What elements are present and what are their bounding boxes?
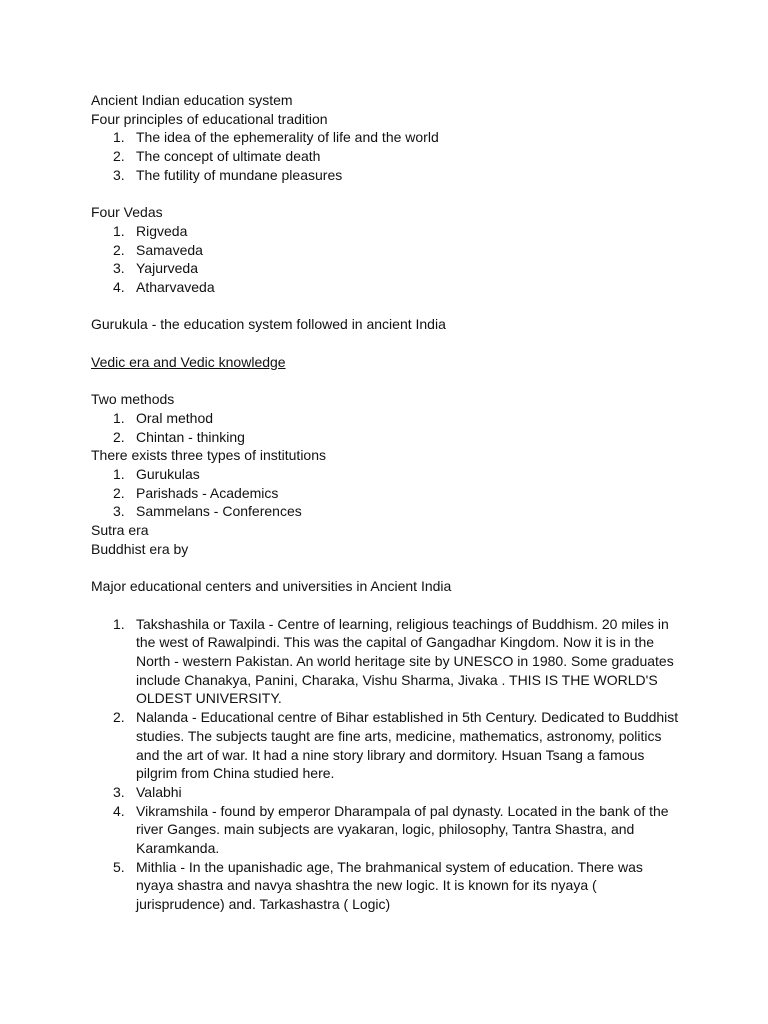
centers-heading: Major educational centers and universities in Ancient India <box>91 578 452 595</box>
list-item-text: Samaveda <box>136 241 203 258</box>
list-item <box>91 166 691 185</box>
principles-list <box>91 128 691 184</box>
document-page <box>91 91 691 914</box>
list-item-text: Takshashila or Taxila - Centre of learning, religious teachings of Buddhism. 20 miles in the west of Rawalpindi. This was the capital of Gangadhar Kingdom. Now it is in the North - western Pakistan. An world heritage site by UNESCO in 1980. Some graduates include Chanakya, Panini, Charaka, Vishu Sharma, Jivaka . THIS IS THE WORLD'S OLDEST UNIVERSITY. <box>136 615 674 707</box>
list-number: 3. <box>113 260 125 277</box>
list-item <box>91 615 691 709</box>
spacer <box>91 334 691 353</box>
sutra-era: Sutra era <box>91 522 149 539</box>
principles-heading: Four principles of educational tradition <box>91 110 328 127</box>
methods-list <box>91 409 691 446</box>
list-number: 4. <box>113 279 125 296</box>
spacer <box>91 185 691 204</box>
list-item <box>91 278 691 297</box>
list-number: 2. <box>113 428 125 445</box>
list-item-text: Sammelans - Conferences <box>136 503 302 520</box>
list-item-text: Oral method <box>136 409 214 426</box>
list-item-text: Gurukulas <box>136 466 200 482</box>
list-number: 3. <box>113 783 125 800</box>
institutions-heading: There exists three types of institutions <box>91 447 326 464</box>
list-number: 1. <box>113 222 125 239</box>
institutions-list <box>91 465 691 521</box>
list-item <box>91 708 691 783</box>
list-item <box>91 428 691 447</box>
list-item-text: Mithlia - In the upanishadic age, The brahmanical system of education. There was nyaya shastra and navya shashtra the new logic. It is known for its nyaya ( jurisprudence) and. Tarkashastra ( Logic) <box>136 858 643 913</box>
spacer <box>91 297 691 316</box>
centers-list <box>91 615 691 914</box>
list-number: 1. <box>113 615 125 632</box>
list-number: 1. <box>113 409 125 426</box>
list-number: 1. <box>113 466 125 482</box>
list-item-text: Atharvaveda <box>136 279 215 296</box>
list-item-text: Chintan - thinking <box>136 428 245 445</box>
list-item <box>91 783 691 802</box>
list-item <box>91 128 691 147</box>
list-item <box>91 802 691 858</box>
list-item-text: Vikramshila - found by emperor Dharampala of pal dynasty. Located in the bank of the river Ganges. main subjects are vyakaran, logic, philosophy, Tantra Shastra, and Karamkanda. <box>136 802 669 857</box>
list-item-text: The concept of ultimate death <box>136 148 321 165</box>
list-item-text: The futility of mundane pleasures <box>136 166 343 183</box>
list-item-text: Valabhi <box>136 783 182 800</box>
list-number: 3. <box>113 503 125 520</box>
vedas-heading: Four Vedas <box>91 204 163 221</box>
list-item <box>91 241 691 260</box>
list-number: 2. <box>113 484 125 501</box>
list-number: 2. <box>113 148 125 165</box>
list-item <box>91 147 691 166</box>
gurukula-line: Gurukula - the education system followed in ancient India <box>91 316 446 333</box>
list-number: 2. <box>113 241 125 258</box>
methods-heading: Two methods <box>91 391 175 408</box>
list-item <box>91 409 691 428</box>
list-number: 2. <box>113 709 125 726</box>
list-number: 4. <box>113 802 125 819</box>
spacer <box>91 596 691 615</box>
list-item-text: Parishads - Academics <box>136 484 279 501</box>
list-item-text: Rigveda <box>136 222 188 239</box>
list-number: 1. <box>113 129 125 146</box>
list-number: 5. <box>113 858 125 875</box>
buddhist-era: Buddhist era by <box>91 540 189 557</box>
list-item-text: The idea of the ephemerality of life and the world <box>136 129 439 146</box>
vedas-list <box>91 222 691 297</box>
vedic-heading: Vedic era and Vedic knowledge <box>91 353 286 370</box>
list-item <box>91 502 691 521</box>
list-item <box>91 259 691 278</box>
list-number: 3. <box>113 166 125 183</box>
list-item-text: Nalanda - Educational centre of Bihar established in 5th Century. Dedicated to Buddhist studies. The subjects taught are fine arts, medicine, mathematics, astronomy, politics and the art of war. It had a nine story library and dormitory. Hsuan Tsang a famous pilgrim from China studied here. <box>136 709 679 782</box>
spacer <box>91 372 691 391</box>
list-item-text: Yajurveda <box>136 260 199 277</box>
document-title: Ancient Indian education system <box>91 92 293 108</box>
list-item <box>91 465 691 484</box>
list-item <box>91 484 691 503</box>
list-item <box>91 858 691 914</box>
spacer <box>91 559 691 578</box>
list-item <box>91 222 691 241</box>
